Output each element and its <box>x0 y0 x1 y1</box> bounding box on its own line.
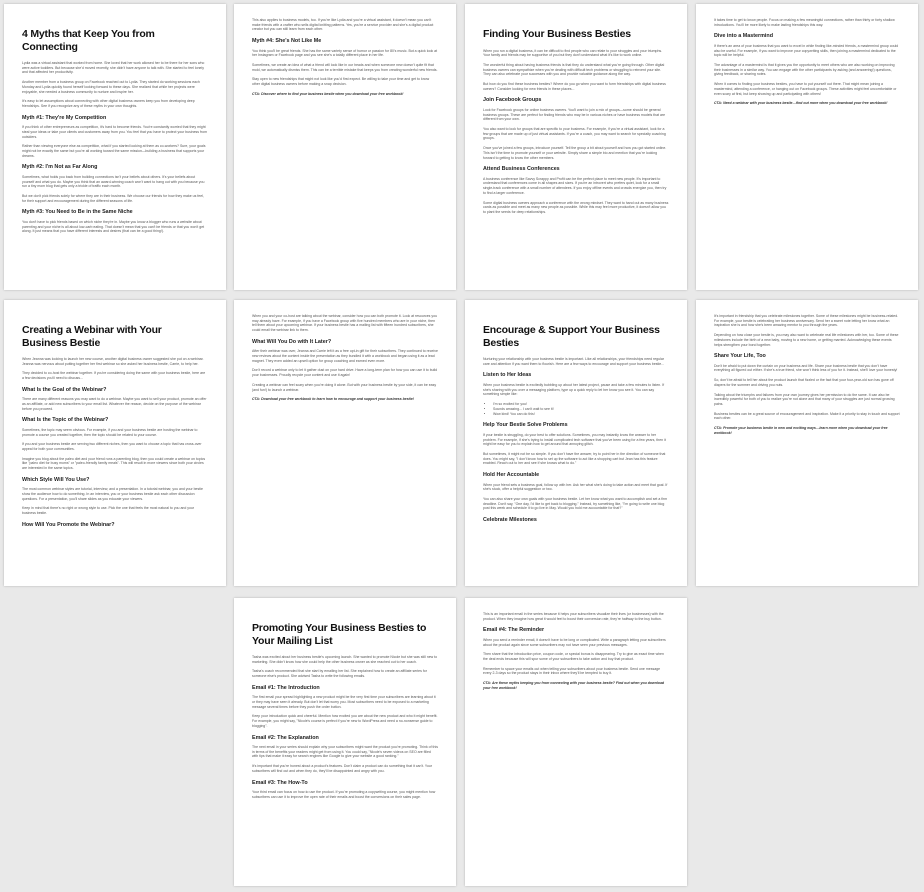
section-heading: Attend Business Conferences <box>483 166 560 173</box>
page-10 <box>465 598 687 886</box>
body-paragraph: Nurturing your relationship with your business bestie is important. Like all relationships, your friendships need regular care and attention if you want them to flourish. Here are a few ways to encourage and support your business bestie... <box>483 357 665 366</box>
section-heading: Myth #3: You Need to Be in the Same Niche <box>22 209 133 216</box>
body-paragraph: Sometimes, the topic may seem obvious. For example, if you and your business bestie are hosting the webinar to promote a course you created together, then the topic should be related to your course. <box>22 427 198 437</box>
body-paragraph: But sometimes, it might not be so simple. If you don't have the answer, try to point her in the direction of someone that does. You might say, "I don't know how to set up the software to act like a shopping cart but Jean has this feature enabled. Reach out to her and see if she knows what to do." <box>483 452 666 466</box>
body-paragraph: If you think of other entrepreneurs as competition, it's hard to become friends. You're constantly worried that they might steal your ideas or take your clients and customers away from you. You feel that you have to protect your business from outsiders. <box>22 125 208 139</box>
section-heading: Which Style Will You Use? <box>22 476 90 483</box>
page-title: Promoting Your Business Besties to Your Mailing List <box>252 622 427 647</box>
body-paragraph: Creating a webinar can feel scary when you're doing it alone. But with your business bestie by your side, it can be easy (and fun!) to launch a webinar. <box>252 382 437 392</box>
page-9 <box>234 598 456 886</box>
list-item: • I'm so excited for you! <box>493 402 669 407</box>
page-4 <box>696 4 918 290</box>
page-3 <box>465 4 687 290</box>
section-heading: Email #4: The Reminder <box>483 627 545 634</box>
body-paragraph: A business conference like Savvy Scrappy and Profit can be the perfect place to meet new people. It's important to understand that conferences come in all shapes and sizes. If you're an introvert who prefers quiet, look for a small single-track conference with a small number of attendees. If you enjoy offline events and crowds energize you, then try to find a larger conference. <box>483 176 667 195</box>
section-heading: What Is the Goal of the Webinar? <box>22 386 107 393</box>
body-paragraph: Depending on how close your bestie is, you may also want to celebrate real life milestones with her, too. Some of these milestones include the birth of a new baby, moving to a new home, or getting married. Acknowledging these events helps strengthen your bond together. <box>714 333 899 347</box>
section-heading: What Will You Do with It Later? <box>252 338 332 345</box>
body-paragraph: Imagine you blog about the paleo diet and your friend runs a parenting blog, then you could create a webinar on topics like "paleo diet for busy moms" or "paleo-friendly family meals". This will result in more viewers since both your circles are interested in the same topics. <box>22 456 206 471</box>
body-paragraph: When it comes to finding your business besties, you have to put yourself out there. That might mean joining a mastermind, attending a conference, or hanging out on Facebook groups. These activities might feel uncomfortable or even scary at first, but keep showing up and participating with others! <box>714 82 897 96</box>
bullet-list <box>493 402 669 416</box>
body-paragraph: The next email in your series should explain why your subscribers might want the product you're promoting. Think of this in terms of the benefits your readers might get from using it. You could say, "Nicole's seven videos on SEO are filled with tips that make it easy for search engines like Google to give your website a good ranking." <box>252 745 438 759</box>
body-paragraph: Rather than viewing everyone else as competition, what if you started looking at them as co-workers? Sure, your goals might not be exactly the same but you're all working toward the same mission—building a business that supports your dreams. <box>22 144 206 158</box>
section-heading: Listen to Her Ideas <box>483 372 532 379</box>
cta-text: CTA: Discover where to find your business bestie when you download your free workbook! <box>252 91 404 96</box>
body-paragraph: Keep your introduction quick and cheerful. Mention how excited you are about the new product and who it might benefit. For example, you might say, "Nicole's course is perfect if you're new to WordPress and need a no-nonsense guide to blogging". <box>252 714 438 728</box>
body-paragraph: You also want to look for groups that are specific to your business. For example, if you're a virtual assistant, look for a few groups that are made up of just virtual assistants. If you're a coach, you may want to search for specialty coaching groups. <box>483 127 666 141</box>
body-paragraph: When you send a reminder email, it doesn't have to be long or complicated. Write a paragraph letting your subscribers about the product again since some subscribers may not have seen your previous messages. <box>483 637 666 647</box>
cta-text: CTA: Promote your business bestie in new and exciting ways—learn more when you download your free workbook! <box>714 426 888 435</box>
body-paragraph: Sometimes, we create an idea of what a friend will look like in our heads and when someone new doesn't quite fit that mold, we automatically dismiss them. This can be a terrible mistake that keeps you from creating wonderful new friends. <box>252 63 438 72</box>
body-paragraph: They decided to co-host the webinar together. If you're considering doing the same with your business bestie, here are a few decisions you'll need to discuss... <box>22 371 206 381</box>
body-paragraph: Sometimes, what holds you back from building connections isn't your beliefs about others. It's your beliefs about yourself and what you do. Maybe you think that an award-winning coach won't want to hang out with you because you run a tiny mom blog that gets only a trickle of traffic each month. <box>22 174 205 189</box>
body-paragraph: Tasha was excited about her business bestie's upcoming launch. She wanted to promote Nicole but she was still new to marketing. She didn't know how she could help the other business owner as she reached out to her coach. <box>252 655 438 664</box>
section-heading: Celebrate Milestones <box>483 517 537 524</box>
body-paragraph: Talking about the triumphs and failures from your own journey gives her permission to do the same. It can also be incredibly powerful for both of you to realize you're not alone and that many of your struggles are just normal growing pains. <box>714 392 895 406</box>
section-heading: Myth #2: I'm Not as Far Along <box>22 164 98 171</box>
section-heading: Myth #4: She's Not Like Me <box>252 38 322 45</box>
section-heading: What Is the Topic of the Webinar? <box>22 417 109 424</box>
body-paragraph: It's easy to let assumptions about connecting with other digital business owners keep you from developing deep friendships. See if you recognize any of these myths in your own thoughts. <box>22 99 195 108</box>
section-heading: Share Your Life, Too <box>714 353 766 360</box>
body-paragraph: Look for Facebook groups for online business owners. You'll want to join a mix of groups—some should be general business groups. These are perfect for finding friends who may be in various niches or have business models that are different from your own. <box>483 107 666 122</box>
section-heading: Join Facebook Groups <box>483 97 542 104</box>
list-item: • Sounds amazing... I can't wait to see it! <box>493 407 669 412</box>
body-paragraph: Don't be afraid to put down the curtain on your business and life. Share your business bestie that you don't have everything all figured out either. If she's a true friend, she won't think less of you for it. Instead, she'll love your honesty! <box>714 363 898 373</box>
body-paragraph: Another member from a business group on Facebook reached out to Lydia. They started do working sessions each Monday and Lydia quickly found herself looking forward to these days. She realized that while her projects were enjoyable, she needed a business community to nurture and inspire her. <box>22 80 200 94</box>
body-paragraph: When Jeanna was looking to launch her new course, another digital business owner suggested she put on a webinar. Jeanna was nervous about putting together her first webinar so she asked her business bestie, Carrie, to help her. <box>22 357 204 366</box>
body-paragraph: If there's an area of your business that you want to excel in while finding like-minded friends, a mastermind group could also be useful. For example, if you want to improve your copywriting skills, then joining a mastermind dedicated to the topic will be helpful. <box>714 43 899 58</box>
body-paragraph: Business besties can be a great source of encouragement and inspiration. Make it a priority to stay in touch and support each other. <box>714 411 900 421</box>
body-paragraph: After their webinar was over, Jeanna and Carrie left it as a free opt-in gift for their subscribers. They continued to receive new reviews about the content inside the presentation as they bundled it with a workbook and began using it as a lead magnet. They even added an upsell option for group coaching and earned even more. <box>252 349 438 363</box>
list-item: • Wow kind! You can do this! <box>493 412 669 417</box>
body-paragraph: The advantage of a mastermind is that it gives you the opportunity to meet others who are also working on improving their businesses in a similar way. You can engage with the other participants by asking (and answering!) questions, giving feedback, or sharing notes. <box>714 63 895 77</box>
body-paragraph: Don't record a webinar only to let it gather dust on your hard drive. Have a long-term plan for how you can use it to build your businesses. Proudly recycle your content and use it again! <box>252 368 438 378</box>
body-paragraph: You don't have to pick friends based on which niche they're in. Maybe you know a blogger who runs a website about parenting and your niche is all about low-carb eating. That doesn't mean that you can't be friends or that you won't get along. It just means that you have different interests and desires (that can be a good thing!). <box>22 219 205 234</box>
page-title: Finding Your Business Besties <box>483 28 631 40</box>
body-paragraph: When your business bestie is excitedly bubbling up about her latest project, pause and take a few minutes to listen. If she's sharing with you over a messaging platform, type up a quick reply to let her know you see it. You can say something simple like: <box>483 382 665 397</box>
page-title: Creating a Webinar with Your Business Bestie <box>22 324 162 349</box>
body-paragraph: The wonderful thing about having business friends is that they do understand what you're going through. Other digital business owners can sympathize when you're dealing with difficult tech problems or struggling to reinvent your site. They can also celebrate your successes with you and provide valuable guidance along the way. <box>483 62 665 77</box>
body-paragraph: The most common webinar styles are tutorial, interview, and a presentation. In a tutorial webinar, you and your bestie show the audience how to do something. In an interview, you or your business bestie ask each other discussion questions. For a presentation, you'll share slides as you educate your viewers. <box>22 487 203 501</box>
body-paragraph: You can also share your own goals with your business bestie. Let her know what you want to accomplish and set a firm deadline. Don't say, "One day, I'd like to get back to blogging." Instead, try something like, "I'm going to write one blog post this week and schedule it to go live in May. Would you hold me accountable for that?" <box>483 497 668 511</box>
body-paragraph: It's important that you're honest about a product's features. Don't claim a product can do something that it can't. Your subscribers will find out and when they do, they'll be disappointed and angry with you. <box>252 764 433 773</box>
body-paragraph: This also applies to business models, too. If you're like Lydia and you're a virtual assistant, it doesn't mean you can't make friends with a crafter who sells digital knitting patterns. Yes, you're a service provider and she's a digital product creator but you can still learn from each other. <box>252 18 434 32</box>
section-heading: Email #2: The Explanation <box>252 734 319 741</box>
body-paragraph: Once you've joined a few groups, introduce yourself. Tell the group a bit about yourself and how you got started online. This isn't the time to promote yourself or your website. Simply share a simple bio and mention that you're looking forward to getting to know the other members. <box>483 146 667 160</box>
section-heading: Email #3: The How-To <box>252 779 308 786</box>
section-heading: Email #1: The Introduction <box>252 684 320 691</box>
body-paragraph: When you run a digital business, it can be difficult to find people who can relate to your struggles and your triumphs. Your family and friends may be supportive of you but they don't understand what it's like to work online. <box>483 48 663 58</box>
body-paragraph: Lydia was a virtual assistant that worked from home. She loved that her work allowed her to be there for her sons who were active toddlers. But because she'd moved recently, she didn't have anyone to talk with. She started to feel lonely and that affected her productivity. <box>22 61 205 75</box>
cta-text: CTA: Need a webinar with your business bestie—find out more when you download your free workbook! <box>714 101 888 106</box>
body-paragraph: Your third email can focus on how-to use the product. If you're promoting a copywriting course, you might mention how subscribers can use it to improve the open rate of their emails and boost the conversions on their sales page. <box>252 790 436 799</box>
body-paragraph: This is an important email in the series because it helps your subscribers visualize their lives (or businesses) with the product. When they imagine how great it would feel to boost their conversion rate, they're halfway to the buy button. <box>483 612 664 621</box>
body-paragraph: It takes time to get to know people. Focus on making a few meaningful connections, rather than thirty or forty shallow introductions. You'll be more likely to make lasting friendships this way. <box>714 18 895 27</box>
section-heading: Dive into a Mastermind <box>714 33 774 40</box>
page-title: 4 Myths that Keep You from Connecting <box>22 28 155 53</box>
body-paragraph: Tasha's coach recommended that she start by emailing her list. She explained how to create an affiliate series for someone else's product. She advised Tasha to write the following emails. <box>252 669 427 679</box>
page-8 <box>696 300 918 586</box>
body-paragraph: Then share that the introduction price, coupon code, or special bonus is disappearing. Try to give as exact time when the deal ends because this will spur some of your subscribers to take action and buy that product. <box>483 652 664 662</box>
body-paragraph: But we don't pick friends solely for where they are in their business. We choose our friends for how they make us feel, for their support and encouragement during the different seasons of life. <box>22 193 204 203</box>
body-paragraph: If your bestie is struggling, do your best to offer solutions. Sometimes, you may instantly know the answer to her problem. For example, if she's trying to install complicated tech software that you've been using for a few years, then it might be easy for you to explain how to get around that annoying glitch. <box>483 432 666 447</box>
cta-text: CTA: Are these myths keeping you from connecting with your business bestie? Find out when you download your free workbook! <box>483 681 665 690</box>
page-2 <box>234 4 456 290</box>
body-paragraph: It's important in friendship that you celebrate milestones together. Some of these milestones might be business-related. For example, your bestie is celebrating her business anniversary. Send her a sweet note letting her know what an inspiration she is and how she's been amazing mentor to you through the years. <box>714 314 899 328</box>
body-paragraph: Stay open to new friendships that might not look like you'd first expect. Be willing to take your time and get to know other digital business owners before making a snap decision. <box>252 77 430 87</box>
cta-text: CTA: Download your free workbook to learn how to encourage and support your business bestie! <box>252 397 414 402</box>
page-6 <box>234 300 456 586</box>
section-heading: Help Your Bestie Solve Problems <box>483 422 568 429</box>
body-paragraph: The first email your spread highlighting a new product might be the very first time your subscribers are learning about it or they may have seen it already. But don't let that worry you. Most subscribers need to be exposed to a marketing message several times before they push the order button. <box>252 695 436 709</box>
page-5 <box>4 300 226 586</box>
page-1 <box>4 4 226 290</box>
body-paragraph: Some digital business owners approach a conference with the wrong mindset. They want to hand out as many business cards as possible and meet as many new people as possible. While this may feel more productive, it doesn't allow you to plant the seeds for deep relationships. <box>483 200 669 214</box>
page-title: Encourage & Support Your Business Besties <box>483 324 660 349</box>
body-paragraph: But how do you find these business besties? Where do you go when you want to form friendships with digital business owners? Consider looking for new friends in these places... <box>483 82 666 91</box>
section-heading: Myth #1: They're My Competition <box>22 114 107 121</box>
section-heading: How Will You Promote the Webinar? <box>22 521 115 528</box>
body-paragraph: When your friend sets a business goal, follow up with her. Ask her what she's doing to take action and meet that goal. If she's stuck, offer a helpful suggestion or two. <box>483 482 668 492</box>
body-paragraph: So, don't be afraid to tell her about the product launch that fizzled or the fact that your four-year-old son has gone off diapers for the summer and driving you nuts. <box>714 378 894 387</box>
page-7 <box>465 300 687 586</box>
section-heading: Hold Her Accountable <box>483 472 540 479</box>
body-paragraph: There are many different reasons you may want to do a webinar. Maybe you want to sell your product, promote an offer as an affiliate, or add new subscribers to your email list. Whatever the reason, decide on the purpose of the webinar before you proceed. <box>22 397 207 411</box>
body-paragraph: You think you'll be great friends. She has the same variety sense of humor or passion for 80's music. But a quick look at her Instagram or Facebook page and you see she's a totally different place in her life. <box>252 48 438 58</box>
body-paragraph: When you and your co-host are talking about the webinar, consider how you can both promote it. Look at resources you may already have. For example, if you have a Facebook group with five hundred members who are in your niche, then tell them about your upcoming webinar. If your business bestie has a mailing list with fifteen hundred subscribers, she could email the webinar link to them. <box>252 314 438 333</box>
body-paragraph: Keep in mind that there's no right or wrong style to use. Pick the one that feels the most natural to you and your business bestie. <box>22 506 195 516</box>
body-paragraph: Remember to space your emails out when telling your subscribers about your business bestie. Send one message every 2-3 days so the product stays in their inbox where they'll be tempted to buy it. <box>483 666 661 676</box>
body-paragraph: If you and your business bestie are serving two different niches, then you want to choose a topic that has cross-over appeal for both your communities. <box>22 442 202 452</box>
